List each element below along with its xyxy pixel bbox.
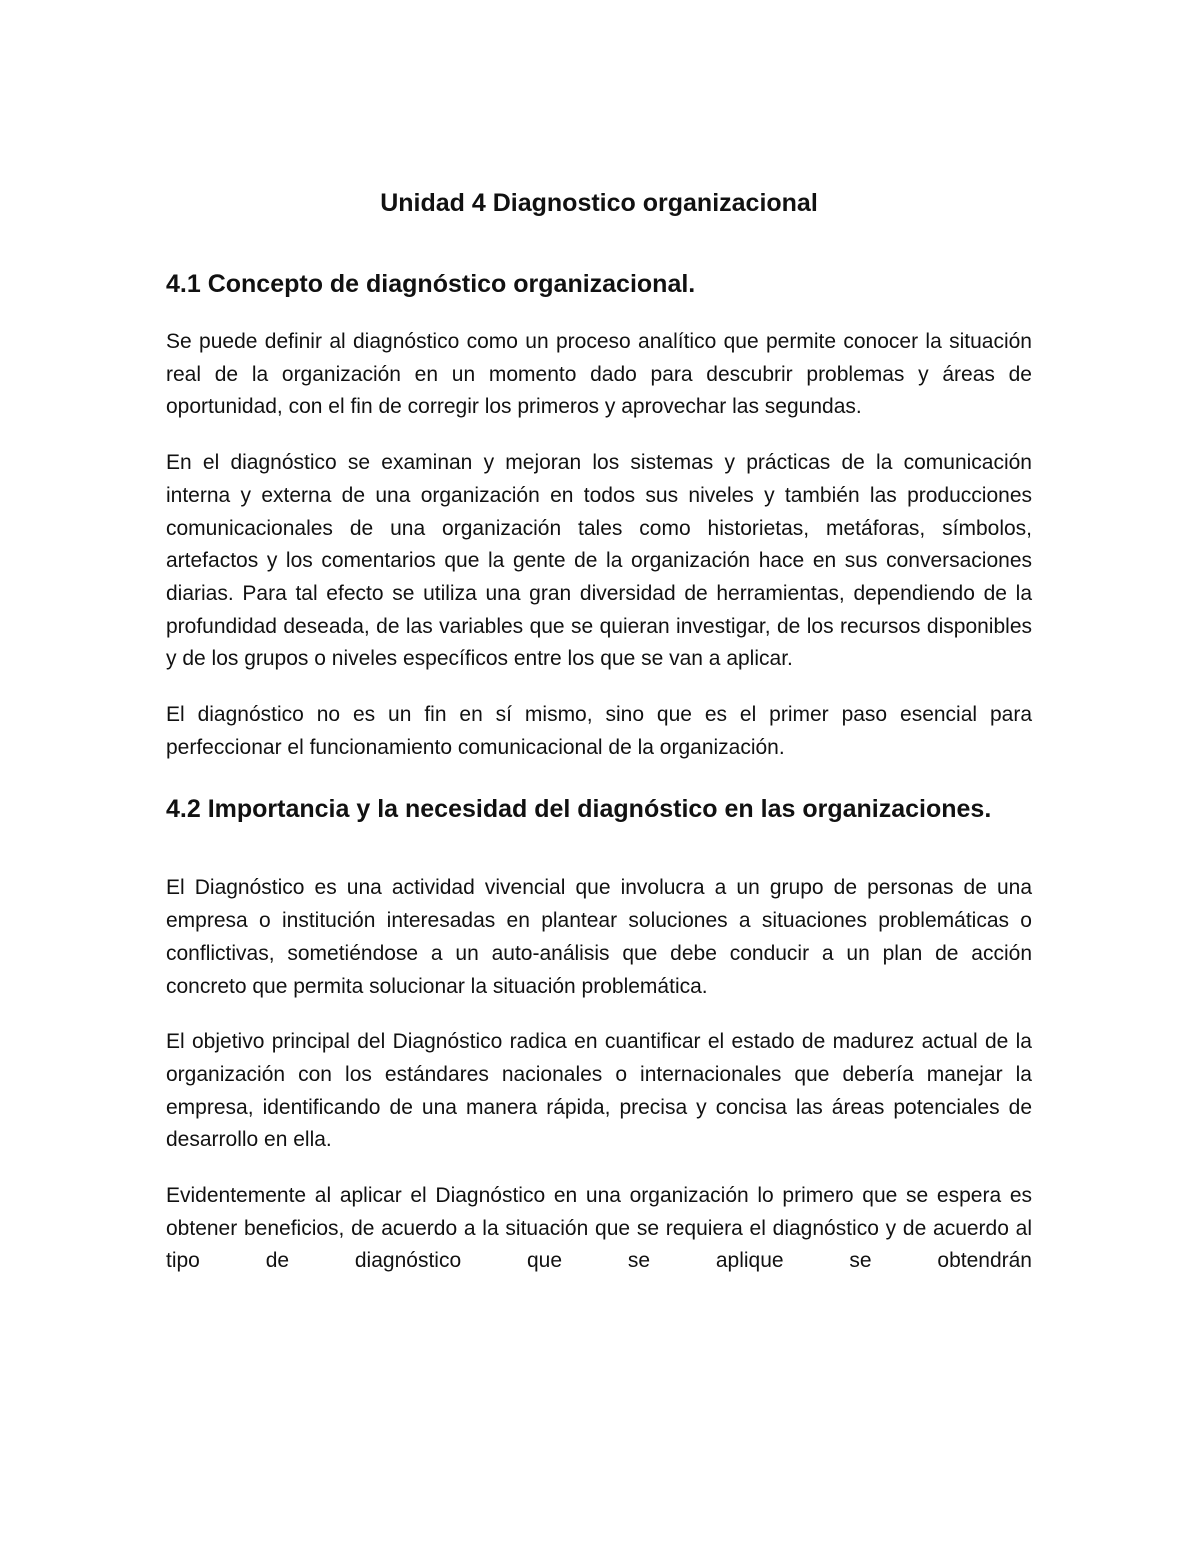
document-title: Unidad 4 Diagnostico organizacional: [380, 189, 818, 217]
section-heading-4-2: 4.2 Importancia y la necesidad del diagnóstico en las organizaciones.: [166, 795, 992, 824]
paragraph: El diagnóstico no es un fin en sí mismo, sino que es el primer paso esencial para perfeccionar el funcionamiento comunicacional de la organización.: [166, 703, 1032, 759]
paragraph: El objetivo principal del Diagnóstico radica en cuantificar el estado de madurez actual de la organización con los estándares nacionales o internacionales que debería manejar la empresa, identificando de una manera rápida, precisa y concisa las áreas potenciales de desarrollo en ella.: [166, 1030, 1032, 1152]
document-body: [166, 183, 1032, 1301]
paragraph: En el diagnóstico se examinan y mejoran los sistemas y prácticas de la comunicación interna y externa de una organización en todos sus niveles y también las producciones comunicacionales de una organización tales como historietas, metáforas, símbolos, artefactos y los comentarios que la gente de la organización hace en sus conversaciones diarias. Para tal efecto se utiliza una gran diversidad de herramientas, dependiendo de la profundidad deseada, de las variables que se quieran investigar, de los recursos disponibles y de los grupos o niveles específicos entre los que se van a aplicar.: [166, 451, 1032, 671]
paragraph: El Diagnóstico es una actividad vivencial que involucra a un grupo de personas de una empresa o institución interesadas en plantear soluciones a situaciones problemáticas o conflictivas, sometiéndose a un auto-análisis que debe conducir a un plan de acción concreto que permita solucionar la situación problemática.: [166, 876, 1032, 998]
paragraph: Evidentemente al aplicar el Diagnóstico en una organización lo primero que se espera es obtener beneficios, de acuerdo a la situación que se requiera el diagnóstico y de acuerdo al tipo de diagnóstico que se aplique se obtendrán: [166, 1184, 1032, 1273]
paragraph: Se puede definir al diagnóstico como un proceso analítico que permite conocer la situación real de la organización en un momento dado para descubrir problemas y áreas de oportunidad, con el fin de corregir los primeros y aprovechar las segundas.: [166, 330, 1032, 419]
section-heading-4-1: 4.1 Concepto de diagnóstico organizacional.: [166, 270, 696, 298]
